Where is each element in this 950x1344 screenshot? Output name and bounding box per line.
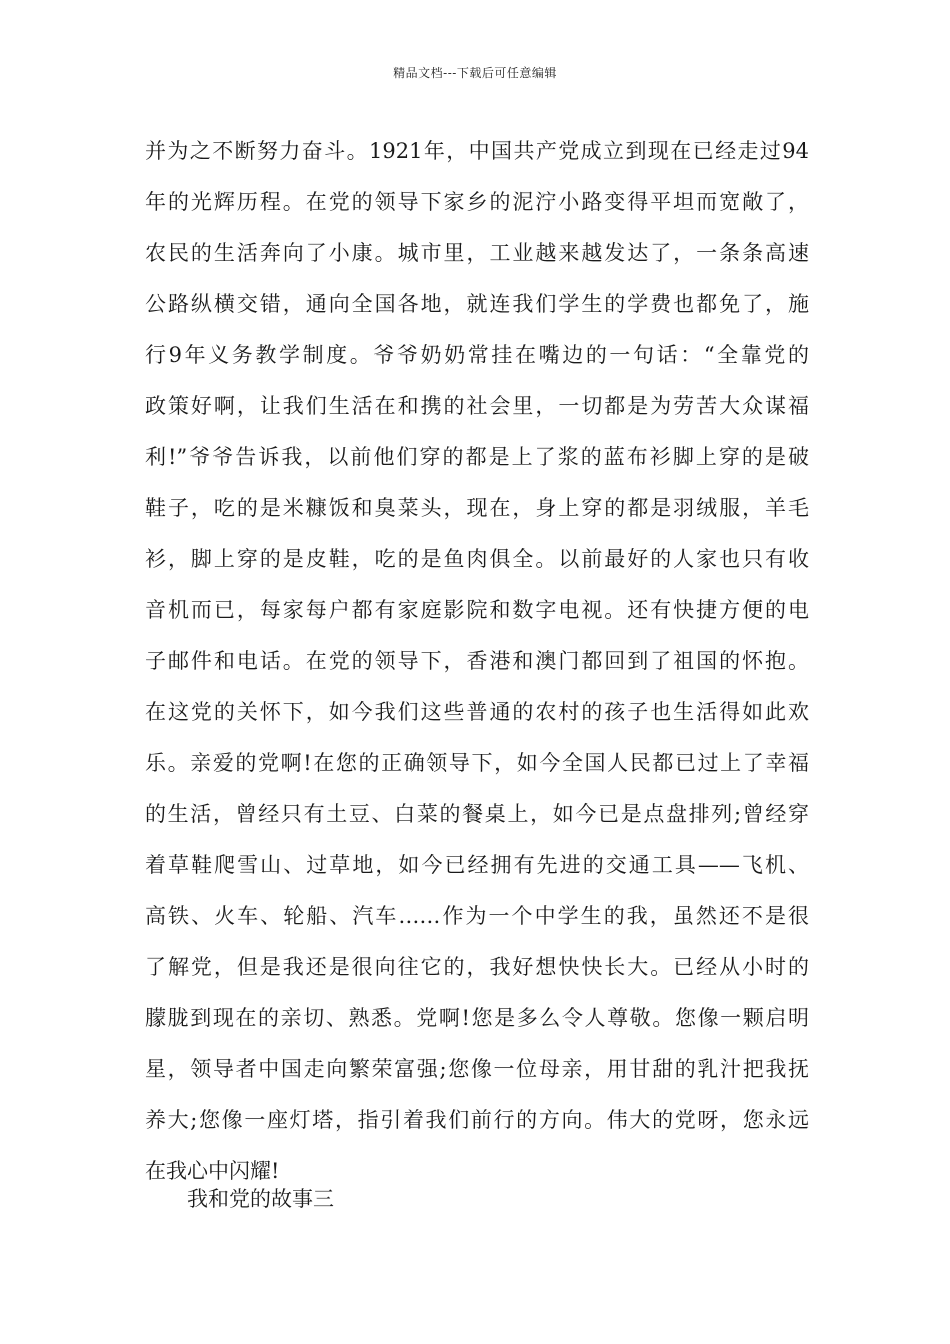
- paragraph-line: 乐。亲爱的党啊!在您的正确领导下，如今全国人民都已过上了幸福: [145, 751, 809, 775]
- paragraph-line: 公路纵横交错，通向全国各地，就连我们学生的学费也都免了，施: [145, 292, 809, 316]
- paragraph-line: 鞋子，吃的是米糠饭和臭菜头，现在，身上穿的都是羽绒服，羊毛: [145, 496, 809, 520]
- section-heading: 我和党的故事三: [187, 1187, 334, 1211]
- paragraph-line: 在我心中闪耀!: [145, 1159, 280, 1183]
- paragraph-line: 利!”爷爷告诉我，以前他们穿的都是上了浆的蓝布衫脚上穿的是破: [145, 445, 809, 469]
- paragraph-line: 子邮件和电话。在党的领导下，香港和澳门都回到了祖国的怀抱。: [145, 649, 809, 673]
- paragraph-line: 并为之不断努力奋斗。1921年，中国共产党成立到现在已经走过94: [145, 139, 809, 163]
- paragraph-line: 在这党的关怀下，如今我们这些普通的农村的孩子也生活得如此欢: [145, 700, 809, 724]
- paragraph-line: 农民的生活奔向了小康。城市里，工业越来越发达了，一条条高速: [145, 241, 809, 265]
- paragraph-line: 音机而已，每家每户都有家庭影院和数字电视。还有快捷方便的电: [145, 598, 809, 622]
- paragraph-line: 了解党，但是我还是很向往它的，我好想快快长大。已经从小时的: [145, 955, 809, 979]
- paragraph-line: 的生活，曾经只有土豆、白菜的餐桌上，如今已是点盘排列;曾经穿: [145, 802, 809, 826]
- paragraph-line: 衫，脚上穿的是皮鞋，吃的是鱼肉俱全。以前最好的人家也只有收: [145, 547, 809, 571]
- paragraph-line: 养大;您像一座灯塔，指引着我们前行的方向。伟大的党呀，您永远: [145, 1108, 809, 1132]
- page-header: 精品文档---下载后可任意编辑: [393, 66, 557, 80]
- body-paragraph: [145, 131, 809, 1202]
- paragraph-line: 年的光辉历程。在党的领导下家乡的泥泞小路变得平坦而宽敞了，: [145, 190, 809, 214]
- paragraph-line: 高铁、火车、轮船、汽车……作为一个中学生的我，虽然还不是很: [145, 904, 809, 928]
- paragraph-line: 朦胧到现在的亲切、熟悉。党啊!您是多么令人尊敬。您像一颗启明: [145, 1006, 809, 1030]
- paragraph-line: 政策好啊，让我们生活在和携的社会里，一切都是为劳苦大众谋福: [145, 394, 809, 418]
- paragraph-line: 着草鞋爬雪山、过草地，如今已经拥有先进的交通工具——飞机、: [145, 853, 809, 877]
- paragraph-line: 星，领导者中国走向繁荣富强;您像一位母亲，用甘甜的乳汁把我抚: [145, 1057, 809, 1081]
- paragraph-line: 行9年义务教学制度。爷爷奶奶常挂在嘴边的一句话：“全靠党的: [145, 343, 809, 367]
